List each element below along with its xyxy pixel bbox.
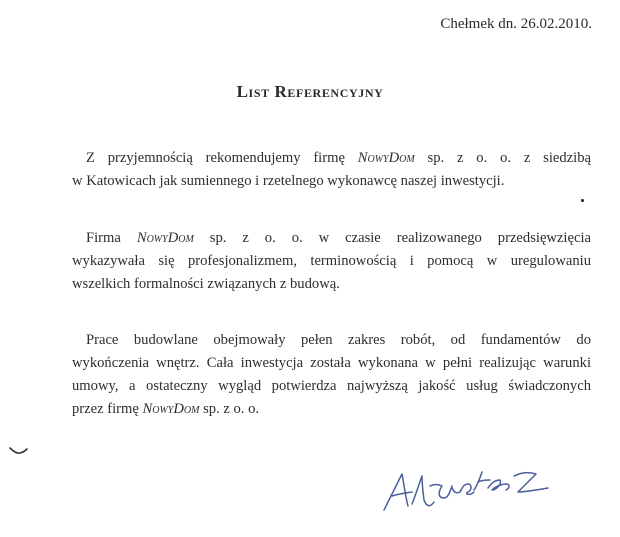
company-name: NowyDom <box>357 150 415 166</box>
paragraph-line: wykazywała się profesjonalizmem, terminowością i pomocą w uregulowaniu <box>72 253 591 269</box>
paragraph-line: w Katowicach jak sumiennego i rzetelnego wykonawcę naszej inwestycji. <box>72 173 505 189</box>
paragraph-line <box>86 147 591 170</box>
paragraph-scope-of-work <box>72 329 591 421</box>
text-fragment: przez firmę <box>72 401 139 417</box>
company-name: NowyDom <box>142 401 200 417</box>
ink-dot <box>581 199 584 202</box>
paragraph-line <box>72 398 591 421</box>
date-line: Chełmek dn. 26.02.2010. <box>440 16 592 32</box>
paragraph-line: wszelkich formalności związanych z budową. <box>72 276 340 292</box>
letter-title: List Referencyjny <box>236 82 384 101</box>
text-fragment: sp. z o. o. <box>203 401 260 417</box>
company-name: NowyDom <box>136 230 194 246</box>
margin-tick-mark <box>8 444 30 458</box>
paragraph-professionalism <box>72 227 591 296</box>
text-fragment: sp. z o. o. w czasie realizowanego przedsięwzięcia <box>209 230 591 246</box>
paragraph-line: Prace budowlane obejmowały pełen zakres robót, od fundamentów do <box>86 332 591 348</box>
paragraph-line: umowy, a ostateczny wygląd potwierdza najwyższą jakość usług świadczonych <box>72 378 591 394</box>
text-fragment: Z przyjemnością rekomendujemy firmę <box>86 150 345 166</box>
text-fragment: Firma <box>86 230 121 246</box>
paragraph-line: wykończenia wnętrz. Cała inwestycja została wykonana w pełni realizując warunki <box>72 355 591 371</box>
paragraph-line <box>86 227 591 250</box>
text-fragment: sp. z o. o. z siedzibą <box>427 150 591 166</box>
handwritten-signature <box>378 462 560 518</box>
paragraph-recommendation <box>72 147 591 193</box>
